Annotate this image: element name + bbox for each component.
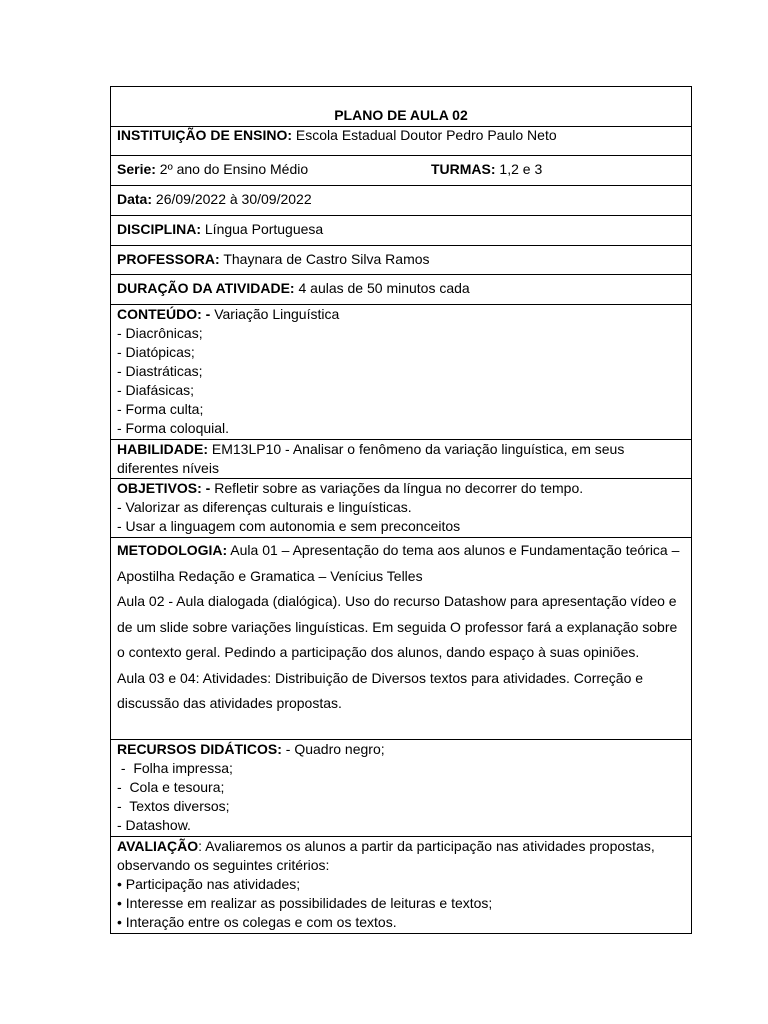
disciplina-value: Língua Portuguesa: [201, 221, 324, 237]
avaliacao-item: • Interação entre os colegas e com os textos.: [117, 914, 397, 930]
conteudo-item: - Diatópicas;: [117, 344, 195, 360]
professora-value: Thaynara de Castro Silva Ramos: [219, 251, 430, 267]
serie-label: Serie:: [117, 161, 156, 177]
professora-label: PROFESSORA:: [117, 251, 220, 267]
conteudo-item: - Forma coloquial.: [117, 420, 230, 436]
turmas-label: TURMAS:: [431, 161, 496, 177]
row-recursos: [111, 740, 692, 837]
metodologia-label: METODOLOGIA:: [117, 542, 228, 558]
row-habilidade: [111, 440, 692, 479]
row-disciplina: [111, 216, 692, 246]
conteudo-item: - Diafásicas;: [117, 382, 195, 398]
avaliacao-item: • Interesse em realizar as possibilidades de leituras e textos;: [117, 895, 493, 911]
objetivos-item: - Usar a linguagem com autonomia e sem preconceitos: [117, 518, 461, 534]
row-serie: [111, 156, 692, 186]
metodologia-paragraph-1: [117, 538, 685, 589]
avaliacao-label: AVALIAÇÃO: [117, 838, 199, 854]
duracao-value: 4 aulas de 50 minutos cada: [294, 280, 470, 296]
plan-title: PLANO DE AULA 02: [111, 87, 692, 127]
objetivos-value: Refletir sobre as variações da língua no decorrer do tempo.: [210, 480, 584, 496]
recursos-value: - Quadro negro;: [281, 741, 385, 757]
conteudo-item: - Diastráticas;: [117, 363, 203, 379]
conteudo-value: Variação Linguística: [210, 306, 340, 322]
row-avaliacao: [111, 837, 692, 934]
recursos-item: - Datashow.: [117, 817, 191, 833]
row-instituicao: [111, 127, 692, 156]
data-value: 26/09/2022 à 30/09/2022: [152, 191, 312, 207]
lesson-plan-table: [110, 86, 692, 934]
row-data: [111, 186, 692, 216]
turmas-value: 1,2 e 3: [495, 161, 543, 177]
conteudo-item: - Diacrônicas;: [117, 325, 203, 341]
row-professora: [111, 246, 692, 275]
row-metodologia: [111, 538, 692, 740]
metodologia-paragraph-3: Aula 03 e 04: Atividades: Distribuição de Diversos textos para atividades. Correção e discussão das atividades propostas.: [117, 669, 644, 711]
habilidade-label: HABILIDADE:: [117, 441, 208, 457]
habilidade-value: EM13LP10 - Analisar o fenômeno da variação linguística, em seus diferentes níveis: [117, 441, 625, 476]
metodologia-value: Aula 01 – Apresentação do tema aos alunos e Fundamentação teórica – Apostilha Redação e Gramatica – Venícius Telles: [117, 542, 680, 584]
data-label: Data:: [117, 191, 153, 207]
disciplina-label: DISCIPLINA:: [117, 221, 201, 237]
recursos-label: RECURSOS DIDÁTICOS:: [117, 741, 282, 757]
conteudo-label: CONTEÚDO: -: [117, 306, 211, 322]
objetivos-item: - Valorizar as diferenças culturais e linguísticas.: [117, 499, 412, 515]
serie-value: 2º ano do Ensino Médio: [155, 161, 309, 177]
recursos-item: - Folha impressa;: [117, 760, 233, 776]
row-objetivos: [111, 479, 692, 538]
avaliacao-value: : Avaliaremos os alunos a partir da participação nas atividades propostas, observando os seguintes critérios:: [117, 838, 655, 873]
instituicao-label: INSTITUIÇÃO DE ENSINO:: [117, 127, 293, 143]
objetivos-label: OBJETIVOS: -: [117, 480, 211, 496]
row-conteudo: [111, 305, 692, 440]
duracao-label: DURAÇÃO DA ATIVIDADE:: [117, 280, 295, 296]
row-duracao: [111, 275, 692, 305]
metodologia-paragraph-2: Aula 02 - Aula dialogada (dialógica). Uso do recurso Datashow para apresentação vídeo e de um slide sobre variações linguísticas. Em seguida O professor fará a explanação sobre o contexto geral. Pedindo a participação dos alunos, dando espaço à suas opiniões.: [117, 593, 678, 660]
conteudo-item: - Forma culta;: [117, 401, 204, 417]
instituicao-value: Escola Estadual Doutor Pedro Paulo Neto: [292, 127, 557, 143]
recursos-item: - Textos diversos;: [117, 798, 230, 814]
avaliacao-item: • Participação nas atividades;: [117, 876, 301, 892]
recursos-item: - Cola e tesoura;: [117, 779, 225, 795]
